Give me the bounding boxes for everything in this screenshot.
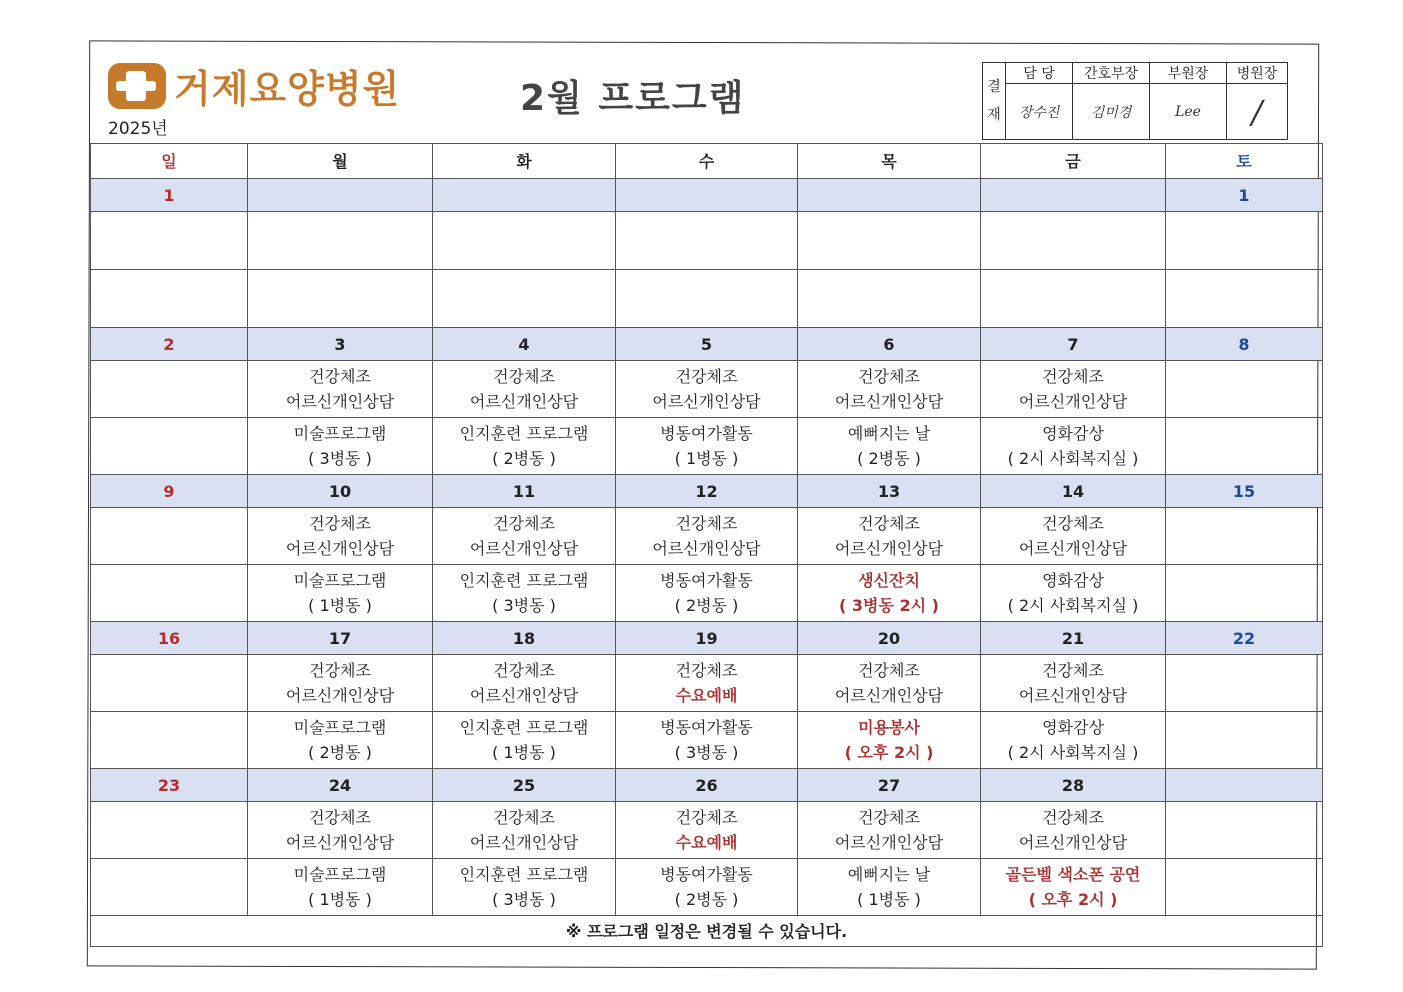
activity-cell bbox=[616, 655, 798, 712]
activity-cell bbox=[248, 859, 433, 916]
activity-cell bbox=[616, 270, 798, 328]
activity-cell bbox=[798, 508, 981, 565]
activity-line: 건강체조 bbox=[493, 367, 555, 386]
date-cell: 21 bbox=[981, 622, 1166, 655]
signature: 김미경 bbox=[1073, 84, 1150, 140]
activity-line: ( 2시 사회복지실 ) bbox=[1007, 449, 1139, 468]
activity-cell bbox=[616, 712, 798, 769]
activity-cell bbox=[616, 212, 798, 270]
activity-line: 건강체조 bbox=[675, 808, 738, 827]
activity-cell bbox=[1166, 212, 1323, 270]
activity-line: 건강체조 bbox=[858, 514, 920, 533]
activity-line: 영화감상 bbox=[1042, 424, 1104, 443]
activity-cell bbox=[981, 212, 1166, 270]
activity-cell bbox=[433, 859, 616, 916]
activity-line: 어르신개인상담 bbox=[469, 392, 579, 411]
activity-cell bbox=[91, 270, 248, 328]
activity-cell bbox=[248, 508, 433, 565]
approval-role: 간호부장 bbox=[1073, 63, 1150, 84]
logo-text: 거제요양병원 bbox=[174, 67, 401, 111]
activity-line: 건강체조 bbox=[493, 808, 555, 827]
activity-cell bbox=[981, 712, 1166, 769]
activity-cell bbox=[798, 418, 981, 475]
weekday-header-row bbox=[91, 144, 1323, 179]
activity-line: 병동여가활동 bbox=[660, 718, 753, 737]
activity-line: 어르신개인상담 bbox=[1018, 539, 1128, 558]
activity-line: 예뻐지는 날 bbox=[847, 865, 931, 884]
date-row bbox=[91, 622, 1323, 655]
date-row bbox=[91, 769, 1323, 802]
activity-line: 건강체조 bbox=[493, 661, 555, 680]
approval-role: 부원장 bbox=[1150, 63, 1227, 84]
activity-line: 건강체조 bbox=[1042, 367, 1104, 386]
activity-line: 어르신개인상담 bbox=[1018, 686, 1128, 705]
activity-line: ( 1병동 ) bbox=[308, 596, 372, 615]
date-cell: 4 bbox=[433, 328, 616, 361]
activity-cell bbox=[248, 361, 433, 418]
activity-cell bbox=[981, 859, 1166, 916]
activity-cell bbox=[616, 565, 798, 622]
activity-line: 어르신개인상담 bbox=[469, 539, 579, 558]
activity-line: 어르신개인상담 bbox=[285, 392, 395, 411]
activity-cell bbox=[91, 212, 248, 270]
date-cell: 2 bbox=[91, 328, 248, 361]
date-cell bbox=[433, 179, 616, 212]
hospital-logo bbox=[108, 58, 400, 113]
activity-line: 어르신개인상담 bbox=[1018, 833, 1128, 852]
weekday-header: 일 bbox=[91, 144, 248, 179]
activity-line: ( 2병동 ) bbox=[492, 449, 556, 468]
activity-cell bbox=[91, 508, 248, 565]
cross-logo-icon bbox=[108, 63, 166, 109]
activity-row bbox=[91, 565, 1323, 622]
activity-cell bbox=[1166, 418, 1323, 475]
activity-row bbox=[91, 859, 1323, 916]
activity-cell bbox=[981, 565, 1166, 622]
date-cell: 15 bbox=[1166, 475, 1323, 508]
activity-line: 건강체조 bbox=[309, 808, 371, 827]
activity-cell bbox=[433, 212, 616, 270]
date-cell: 3 bbox=[248, 328, 433, 361]
date-cell: 26 bbox=[616, 769, 798, 802]
activity-cell bbox=[1166, 859, 1323, 916]
activity-cell bbox=[798, 859, 981, 916]
activity-line: 미술프로그램 bbox=[293, 424, 387, 443]
signature: Lee bbox=[1150, 84, 1227, 140]
activity-line: ( 3병동 2시 ) bbox=[839, 596, 939, 615]
weekday-header: 토 bbox=[1166, 144, 1323, 179]
activity-cell bbox=[433, 508, 616, 565]
activity-cell bbox=[91, 655, 248, 712]
date-row bbox=[91, 328, 1323, 361]
date-cell: 10 bbox=[248, 475, 433, 508]
approval-side-label: 결 재 bbox=[983, 63, 1006, 140]
page-title: 2월 프로그램 bbox=[520, 78, 746, 119]
date-cell: 22 bbox=[1166, 622, 1323, 655]
activity-row bbox=[91, 508, 1323, 565]
activity-cell bbox=[1166, 270, 1323, 328]
date-cell bbox=[248, 179, 433, 212]
date-cell: 17 bbox=[248, 622, 433, 655]
weekday-header: 월 bbox=[248, 144, 433, 179]
date-cell: 20 bbox=[798, 622, 981, 655]
activity-cell bbox=[91, 802, 248, 859]
activity-cell bbox=[433, 565, 616, 622]
activity-line: 인지훈련 프로그램 bbox=[459, 571, 589, 590]
approval-box bbox=[982, 62, 1288, 140]
activity-line: 수요예배 bbox=[675, 833, 738, 852]
date-cell: 6 bbox=[798, 328, 981, 361]
activity-cell bbox=[616, 859, 798, 916]
activity-row bbox=[91, 712, 1323, 769]
activity-line: ( 1병동 ) bbox=[674, 449, 739, 468]
activity-line: 건강체조 bbox=[309, 661, 371, 680]
activity-line: 어르신개인상담 bbox=[469, 686, 579, 705]
date-cell: 7 bbox=[981, 328, 1166, 361]
activity-line: 미술프로그램 bbox=[293, 571, 387, 590]
date-cell bbox=[798, 179, 981, 212]
activity-row bbox=[91, 802, 1323, 859]
date-cell bbox=[616, 179, 798, 212]
date-cell: 16 bbox=[91, 622, 248, 655]
activity-line: 예뻐지는 날 bbox=[847, 424, 931, 443]
activity-line: 골든벨 색소폰 공연 bbox=[1005, 865, 1141, 884]
activity-cell bbox=[1166, 361, 1323, 418]
activity-cell bbox=[433, 361, 616, 418]
activity-cell bbox=[981, 655, 1166, 712]
schedule-change-note: ※ 프로그램 일정은 변경될 수 있습니다. bbox=[91, 916, 1323, 947]
activity-line: 어르신개인상담 bbox=[285, 539, 395, 558]
activity-cell bbox=[798, 361, 981, 418]
activity-line: 건강체조 bbox=[675, 367, 738, 386]
activity-cell bbox=[91, 418, 248, 475]
activity-line: 어르신개인상담 bbox=[652, 539, 761, 558]
activity-row bbox=[91, 655, 1323, 712]
activity-line: 건강체조 bbox=[309, 367, 371, 386]
activity-cell bbox=[248, 802, 433, 859]
approval-role: 담 당 bbox=[1006, 63, 1073, 84]
activity-line: 어르신개인상담 bbox=[285, 686, 395, 705]
date-cell bbox=[981, 179, 1166, 212]
activity-line: 건강체조 bbox=[858, 808, 920, 827]
activity-row bbox=[91, 212, 1323, 270]
activity-cell bbox=[798, 565, 981, 622]
activity-cell bbox=[248, 712, 433, 769]
footer-row bbox=[91, 916, 1323, 947]
date-cell: 23 bbox=[91, 769, 248, 802]
date-cell: 1 bbox=[1166, 179, 1323, 212]
date-row bbox=[91, 475, 1323, 508]
activity-line: 어르신개인상담 bbox=[1018, 392, 1128, 411]
date-cell: 28 bbox=[981, 769, 1166, 802]
date-cell: 8 bbox=[1166, 328, 1323, 361]
activity-line: 미술프로그램 bbox=[293, 865, 387, 884]
activity-line: ( 1병동 ) bbox=[492, 743, 556, 762]
activity-line: 미술프로그램 bbox=[293, 718, 387, 737]
activity-line: ( 2시 사회복지실 ) bbox=[1007, 596, 1139, 615]
date-cell: 13 bbox=[798, 475, 981, 508]
activity-line: 수요예배 bbox=[675, 686, 738, 705]
activity-line: ( 2병동 ) bbox=[308, 743, 372, 762]
activity-cell bbox=[248, 565, 433, 622]
activity-cell bbox=[798, 802, 981, 859]
activity-cell bbox=[1166, 655, 1323, 712]
activity-line: ( 1병동 ) bbox=[308, 890, 372, 909]
weekday-header: 목 bbox=[798, 144, 981, 179]
activity-line: ( 3병동 ) bbox=[492, 596, 556, 615]
weekday-header: 수 bbox=[616, 144, 798, 179]
activity-line: 어르신개인상담 bbox=[285, 833, 395, 852]
activity-line: 건강체조 bbox=[858, 661, 920, 680]
activity-cell bbox=[433, 655, 616, 712]
activity-cell bbox=[91, 361, 248, 418]
date-cell: 24 bbox=[248, 769, 433, 802]
date-row bbox=[91, 179, 1323, 212]
activity-line: ( 오후 2시 ) bbox=[1028, 890, 1118, 909]
activity-line: ( 오후 2시 ) bbox=[844, 743, 934, 762]
activity-line: 어르신개인상담 bbox=[834, 686, 944, 705]
activity-cell bbox=[981, 361, 1166, 418]
date-cell bbox=[1166, 769, 1323, 802]
activity-line: ( 2병동 ) bbox=[674, 596, 739, 615]
activity-line: ( 2병동 ) bbox=[857, 449, 921, 468]
date-cell: 5 bbox=[616, 328, 798, 361]
activity-cell bbox=[616, 418, 798, 475]
activity-line: 병동여가활동 bbox=[660, 865, 753, 884]
date-cell: 25 bbox=[433, 769, 616, 802]
activity-line: 어르신개인상담 bbox=[652, 392, 761, 411]
activity-line: 미용봉사 bbox=[858, 718, 920, 737]
activity-line: 건강체조 bbox=[309, 514, 371, 533]
activity-line: 건강체조 bbox=[858, 367, 920, 386]
date-cell: 11 bbox=[433, 475, 616, 508]
activity-cell bbox=[248, 270, 433, 328]
activity-cell bbox=[616, 802, 798, 859]
activity-cell bbox=[1166, 508, 1323, 565]
activity-line: 어르신개인상담 bbox=[469, 833, 579, 852]
activity-cell bbox=[616, 361, 798, 418]
activity-cell bbox=[981, 270, 1166, 328]
activity-line: 인지훈련 프로그램 bbox=[459, 424, 589, 443]
date-cell: 18 bbox=[433, 622, 616, 655]
activity-cell bbox=[981, 508, 1166, 565]
activity-line: ( 3병동 ) bbox=[674, 743, 739, 762]
signature: / bbox=[1227, 84, 1288, 140]
date-cell: 1 bbox=[91, 179, 248, 212]
activity-line: 건강체조 bbox=[675, 661, 738, 680]
year-label: 2025년 bbox=[108, 119, 168, 139]
activity-line: ( 3병동 ) bbox=[308, 449, 372, 468]
activity-cell bbox=[433, 712, 616, 769]
activity-row bbox=[91, 418, 1323, 475]
activity-cell bbox=[248, 655, 433, 712]
date-cell: 14 bbox=[981, 475, 1166, 508]
activity-line: ( 3병동 ) bbox=[492, 890, 556, 909]
activity-line: ( 2시 사회복지실 ) bbox=[1007, 743, 1139, 762]
activity-cell bbox=[798, 212, 981, 270]
activity-cell bbox=[798, 655, 981, 712]
activity-line: 건강체조 bbox=[1042, 808, 1104, 827]
date-cell: 19 bbox=[616, 622, 798, 655]
activity-cell bbox=[798, 712, 981, 769]
activity-line: 건강체조 bbox=[1042, 661, 1104, 680]
activity-line: 생신잔치 bbox=[858, 571, 920, 590]
activity-line: 인지훈련 프로그램 bbox=[459, 718, 589, 737]
approval-role: 병원장 bbox=[1227, 63, 1288, 84]
activity-line: 병동여가활동 bbox=[660, 571, 753, 590]
activity-line: 영화감상 bbox=[1042, 718, 1104, 737]
date-cell: 12 bbox=[616, 475, 798, 508]
activity-cell bbox=[248, 418, 433, 475]
signature: 장수진 bbox=[1006, 84, 1073, 140]
activity-line: ( 1병동 ) bbox=[857, 890, 921, 909]
activity-line: 건강체조 bbox=[1042, 514, 1104, 533]
activity-line: 어르신개인상담 bbox=[834, 539, 944, 558]
activity-cell bbox=[981, 418, 1166, 475]
activity-cell bbox=[91, 859, 248, 916]
activity-line: ( 2병동 ) bbox=[674, 890, 739, 909]
activity-row bbox=[91, 270, 1323, 328]
activity-line: 건강체조 bbox=[493, 514, 555, 533]
activity-row bbox=[91, 361, 1323, 418]
date-cell: 9 bbox=[91, 475, 248, 508]
activity-line: 어르신개인상담 bbox=[834, 392, 944, 411]
activity-cell bbox=[433, 802, 616, 859]
activity-cell bbox=[433, 418, 616, 475]
activity-line: 영화감상 bbox=[1042, 571, 1104, 590]
weekday-header: 금 bbox=[981, 144, 1166, 179]
activity-cell bbox=[1166, 802, 1323, 859]
activity-cell bbox=[91, 565, 248, 622]
activity-line: 인지훈련 프로그램 bbox=[459, 865, 589, 884]
date-cell: 27 bbox=[798, 769, 981, 802]
activity-line: 어르신개인상담 bbox=[834, 833, 944, 852]
activity-cell bbox=[433, 270, 616, 328]
weekday-header: 화 bbox=[433, 144, 616, 179]
activity-cell bbox=[981, 802, 1166, 859]
program-calendar bbox=[90, 143, 1323, 947]
activity-cell bbox=[1166, 565, 1323, 622]
activity-cell bbox=[91, 712, 248, 769]
activity-cell bbox=[616, 508, 798, 565]
activity-line: 병동여가활동 bbox=[660, 424, 753, 443]
activity-cell bbox=[798, 270, 981, 328]
activity-cell bbox=[1166, 712, 1323, 769]
activity-line: 건강체조 bbox=[675, 514, 738, 533]
activity-cell bbox=[248, 212, 433, 270]
